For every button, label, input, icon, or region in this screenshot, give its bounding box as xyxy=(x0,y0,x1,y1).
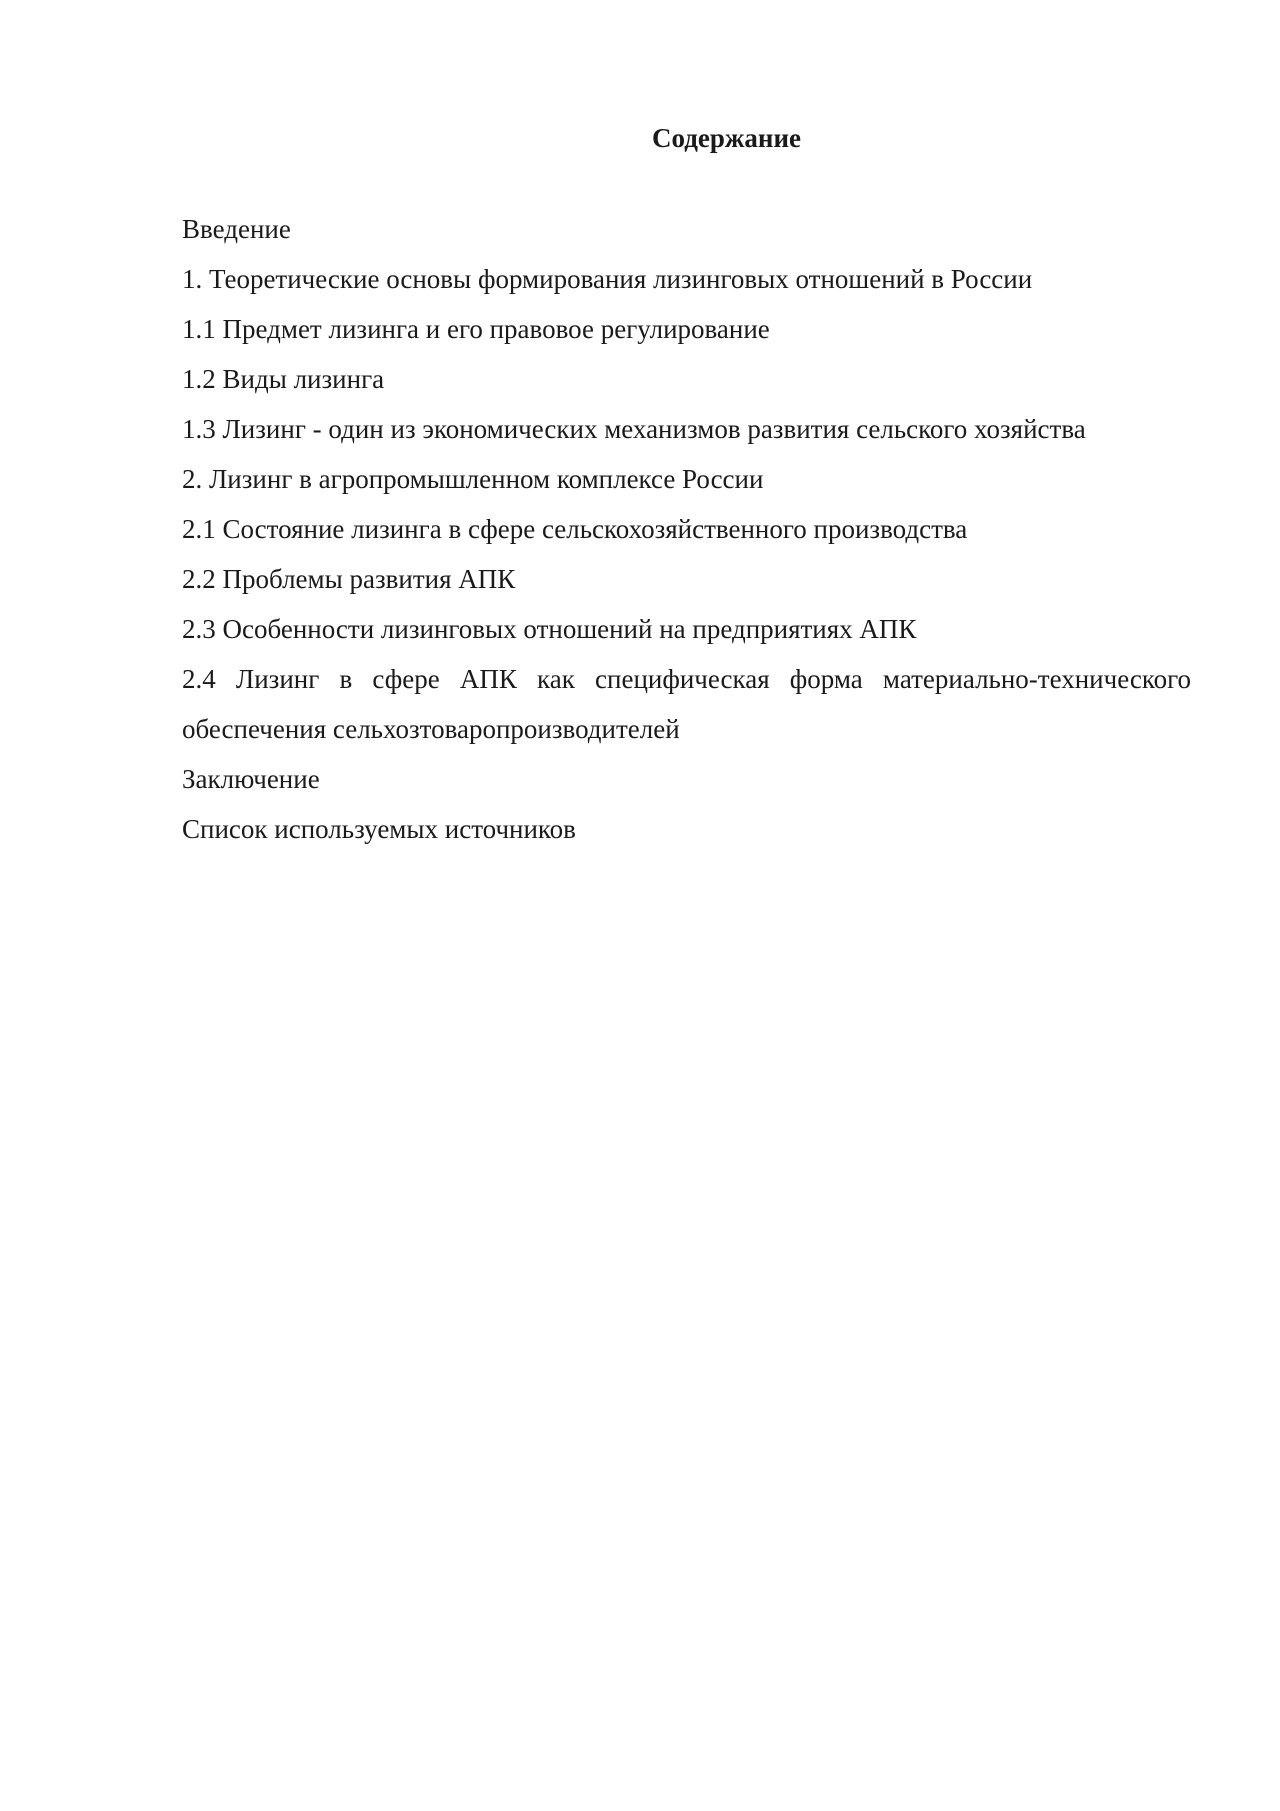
toc-entry-section-2-3: 2.3 Особенности лизинговых отношений на предприятиях АПК xyxy=(182,614,917,644)
toc-entry-chapter-1: 1. Теоретические основы формирования лизинговых отношений в России xyxy=(182,264,1033,294)
toc-entry-section-2-4: 2.4 Лизинг в сфере АПК как специфическая форма материально-технического обеспечения сельхозтоваропроизводителей xyxy=(182,664,1191,744)
page-title: Содержание xyxy=(651,123,802,153)
table-of-contents xyxy=(182,204,1191,854)
toc-entry-chapter-2: 2. Лизинг в агропромышленном комплексе России xyxy=(182,464,764,494)
toc-entry-section-2-1: 2.1 Состояние лизинга в сфере сельскохозяйственного производства xyxy=(182,514,968,544)
toc-entry-section-2-2: 2.2 Проблемы развития АПК xyxy=(182,564,516,594)
toc-entry-section-1-1: 1.1 Предмет лизинга и его правовое регулирование xyxy=(182,314,770,344)
toc-entry-introduction: Введение xyxy=(182,214,291,244)
toc-entry-references: Список используемых источников xyxy=(182,814,576,844)
toc-entry-section-1-2: 1.2 Виды лизинга xyxy=(182,364,385,394)
toc-entry-conclusion: Заключение xyxy=(182,764,320,794)
toc-entry-section-1-3: 1.3 Лизинг - один из экономических механизмов развития сельского хозяйства xyxy=(182,414,1086,444)
